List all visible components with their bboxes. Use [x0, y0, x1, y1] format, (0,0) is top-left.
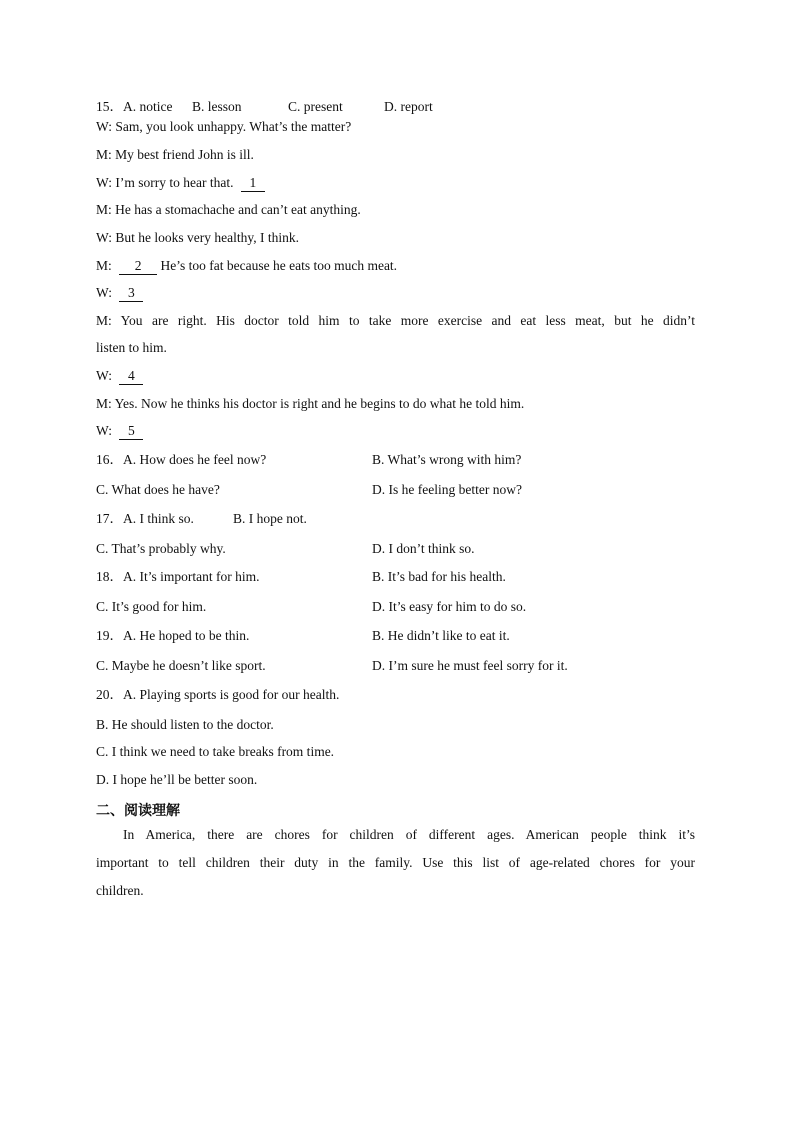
q16-option-c: C. What does he have?	[96, 482, 220, 497]
q19-option-b: B. He didn’t like to eat it.	[372, 628, 510, 643]
q20-option-c: C. I think we need to take breaks from time.	[96, 744, 335, 759]
question-number: 20．	[96, 687, 123, 702]
option-a: A. notice	[123, 99, 173, 114]
option-a: A. Playing sports is good for our health.	[123, 687, 340, 702]
question-18	[96, 568, 259, 586]
q16-option-b: B. What’s wrong with him?	[372, 452, 522, 467]
question-number: 19．	[96, 628, 123, 643]
q19-option-d: D. I’m sure he must feel sorry for it.	[372, 658, 568, 673]
blank-5: 5	[119, 423, 143, 440]
q20-option-d: D. I hope he’ll be better soon.	[96, 772, 258, 787]
q18-option-b: B. It’s bad for his health.	[372, 569, 506, 584]
dialogue-line-4: M: He has a stomachache and can’t eat anything.	[96, 202, 361, 217]
question-15	[96, 98, 173, 116]
dialogue-line-5: W: But he looks very healthy, I think.	[96, 230, 299, 245]
speaker: W:	[96, 285, 112, 300]
q19-option-c: C. Maybe he doesn’t like sport.	[96, 658, 266, 673]
option-a: A. It’s important for him.	[123, 569, 260, 584]
dialogue-line-3	[96, 174, 265, 192]
dialogue-line-6	[96, 257, 397, 275]
question-number: 18．	[96, 569, 123, 584]
q16-option-d: D. Is he feeling better now?	[372, 482, 522, 497]
question-number: 15．	[96, 99, 123, 114]
section-heading: 二、阅读理解	[96, 803, 180, 819]
paragraph-line-1: In America, there are chores for children of different ages. American people think it’s	[123, 827, 695, 842]
q15-option-b: B. lesson	[192, 99, 242, 114]
dialogue-text: He’s too fat because he eats too much meat.	[160, 258, 398, 273]
question-number: 17．	[96, 511, 123, 526]
q20-option-b: B. He should listen to the doctor.	[96, 717, 274, 732]
dialogue-line-7	[96, 284, 143, 302]
option-a: A. How does he feel now?	[123, 452, 267, 467]
option-a: A. I think so.	[123, 511, 194, 526]
dialogue-line-8b: listen to him.	[96, 340, 167, 355]
dialogue-line-2: M: My best friend John is ill.	[96, 147, 254, 162]
paragraph-line-3: children.	[96, 883, 144, 898]
q17-option-d: D. I don’t think so.	[372, 541, 475, 556]
q18-option-d: D. It’s easy for him to do so.	[372, 599, 527, 614]
question-19	[96, 627, 249, 645]
dialogue-line-11	[96, 422, 143, 440]
option-a: A. He hoped to be thin.	[123, 628, 250, 643]
question-20	[96, 686, 339, 704]
blank-3: 3	[119, 285, 143, 302]
speaker: M:	[96, 258, 112, 273]
question-number: 16．	[96, 452, 123, 467]
dialogue-text: W: I’m sorry to hear that.	[96, 175, 234, 190]
q18-option-c: C. It’s good for him.	[96, 599, 207, 614]
dialogue-line-9	[96, 367, 143, 385]
speaker: W:	[96, 423, 112, 438]
q17-option-b: B. I hope not.	[233, 511, 307, 526]
dialogue-line-10: M: Yes. Now he thinks his doctor is right and he begins to do what he told him.	[96, 396, 525, 411]
blank-1: 1	[241, 175, 265, 192]
blank-4: 4	[119, 368, 143, 385]
paragraph-line-2: important to tell children their duty in the family. Use this list of age-related chores for your	[96, 855, 695, 870]
dialogue-line-1: W: Sam, you look unhappy. What’s the matter?	[96, 119, 352, 134]
dialogue-line-8a: M: You are right. His doctor told him to take more exercise and eat less meat, but he didn’t	[96, 313, 695, 328]
blank-2: 2	[119, 258, 157, 275]
q15-option-c: C. present	[288, 99, 343, 114]
speaker: W:	[96, 368, 112, 383]
q15-option-d: D. report	[384, 99, 433, 114]
q17-option-c: C. That’s probably why.	[96, 541, 226, 556]
question-16	[96, 451, 266, 469]
question-17	[96, 510, 194, 528]
